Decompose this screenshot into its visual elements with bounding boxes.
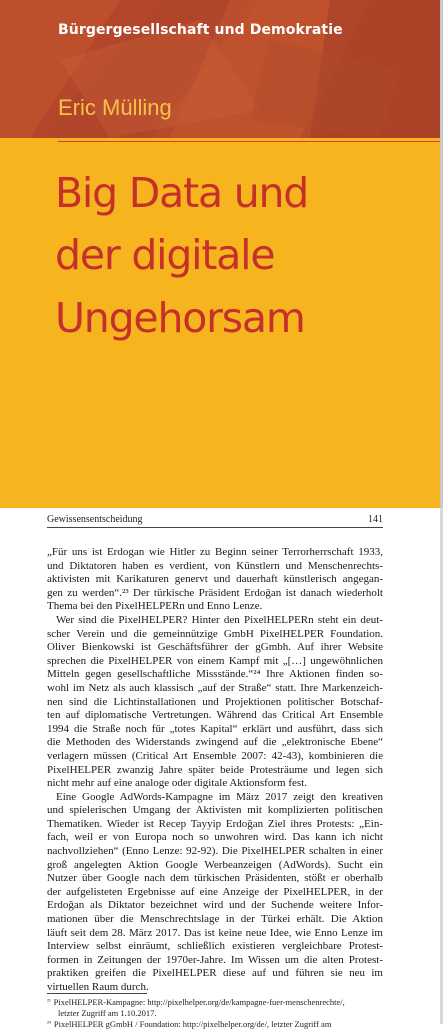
book-cover (0, 0, 443, 508)
book-page (0, 508, 443, 1029)
text-line: Nutzer über Google nach dem türkischen Präsidenten, stößt er oberhalb (47, 872, 383, 885)
text-line: Oliver Bienkowski ist Geschäftsführer der gGmbh. Auf ihrer Website (47, 641, 383, 654)
text-line: wohl im Netz als auch klassisch „auf der Straße“ statt. Ihre Markenzeich- (47, 681, 383, 694)
text-line: verlagern müssen (Critical Art Ensemble 2007: 42-43), kombinieren die (47, 749, 383, 762)
text-line: aktivisten mit Karikaturen genervt und dauerhaft künstlerisch angegan- (47, 573, 383, 586)
footnotes (47, 997, 383, 1030)
series-title: Bürgergesellschaft und Demokratie (58, 22, 343, 38)
text-line: ten auf diplomatische Vertretungen. Während das Critical Art Ensemble (47, 709, 383, 722)
header-rule (47, 527, 383, 528)
text-line: praktiken greifen die PixelHELPER diese auf und führen sie neu im (47, 967, 383, 980)
footnote-text: PixelHELPER-Kampagne: http://pixelhelper.org/de/kampagne-fuer-menschenrechte/, (53, 997, 345, 1007)
text-line: und Diktatoren haben es verdient, von Künstlern und Menschenrechts- (47, 559, 383, 572)
text-line: „Für uns ist Erdogan wie Hitler zu Beginn seiner Terrorherrschaft 1933, (47, 546, 383, 558)
text-line: Eine Google AdWords-Kampagne im März 2017 zeigt den kreativen (56, 790, 383, 803)
footnote-23-continued: letzter Zugriff am 1.10.2017. (58, 1008, 157, 1018)
cover-divider (58, 141, 443, 142)
page-number: 141 (368, 514, 383, 525)
text-line: Interview selbst einräumt, schließlich existieren vergleichbare Protest- (47, 940, 383, 953)
text-line: scher Verein und die gemeinnützige GmbH PixelHELPER Foundation. (47, 627, 383, 640)
text-line: groß angelegten Aktion Google Werbeanzeigen (AdWords). Sucht ein (47, 858, 383, 871)
text-line: läuft seit dem 28. März 2017. Das ist keine neue Idee, wie Enno Lenze im (47, 926, 383, 939)
footnote-23 (47, 997, 383, 1008)
body-text (47, 546, 383, 995)
text-line: nen sind die Lichtinstallationen und Projektionen politischer Botschaf- (47, 695, 383, 708)
footnote-number: ²³ (47, 999, 51, 1005)
running-title: Gewissensentscheidung (47, 514, 143, 525)
text-line: Thema bei den PixelHELPERn und Enno Lenze. (47, 600, 263, 613)
text-line: gen zu werden“.²³ Der türkische Präsident Erdoğan ist danach wiederholt (47, 586, 383, 599)
text-line: nicht mehr auf eine analoge oder digitale Aktionsform fest. (47, 777, 307, 790)
text-line: und spielerischen Umgang der Aktivisten mit komplizierten politischen (47, 804, 383, 817)
text-line: Thematiken. Wieder ist Recep Tayyip Erdoğan Ziel ihres Protests: „Ein- (47, 817, 383, 830)
author-name: Eric Mülling (58, 95, 172, 120)
book-title-line-2: der digitale (55, 231, 275, 279)
text-line: Erdoğan als Diktator bezeichnet wird und der Suchende weitere Infor- (47, 899, 383, 912)
text-line: fach, weil er von Europa noch so unwohren wird. Das kann ich nicht (47, 831, 383, 844)
book-title-line-3: Ungehorsam (55, 294, 305, 342)
footnote-number: ²⁴ (47, 1021, 51, 1027)
text-line: Mitteln gegen gesellschaftliche Missstände.“²⁴ Ihre Aktionen finden so- (47, 668, 383, 681)
text-line: der aufgelisteten Ergebnisse auf eine Anzeige der PixelHELPER, in der (47, 885, 383, 898)
footnote-rule (47, 993, 147, 994)
text-line: 1994 die Straße noch für „totes Kapital“ erklärt und ausführt, dass sich (47, 722, 383, 735)
cover-band (0, 0, 443, 138)
text-line: mationen über die Menschrechtslage in der Türkei erhält. Die Aktion (47, 913, 383, 926)
text-line: Wer sind die PixelHELPER? Hinter den PixelHELPERn steht ein deut- (56, 613, 383, 626)
footnote-text: PixelHELPER gGmbH / Foundation: http://pixelhelper.org/de/, letzter Zugriff am (53, 1019, 332, 1029)
footnote-24 (47, 1019, 383, 1030)
text-line: die Methoden des Widerstands zwingend auf die „elektronische Ebene“ (47, 736, 383, 749)
text-line: PixelHELPER zwanzig Jahre später beide Protesträume und legen sich (47, 763, 383, 776)
text-line: sprechen die PixelHELPER von einem Kampf mit „[…] ungewöhnlichen (47, 654, 383, 667)
book-title-line-1: Big Data und (55, 169, 309, 217)
text-line: nachvollziehen“ (Enno Lenze: 92-92). Die PixelHELPER schalten in einer (47, 845, 383, 858)
text-line: formen in Zeitungen der 1970er-Jahre. Im Wissen um die alten Protest- (47, 953, 383, 966)
text-line: virtuellen Raum durch. (47, 981, 149, 993)
